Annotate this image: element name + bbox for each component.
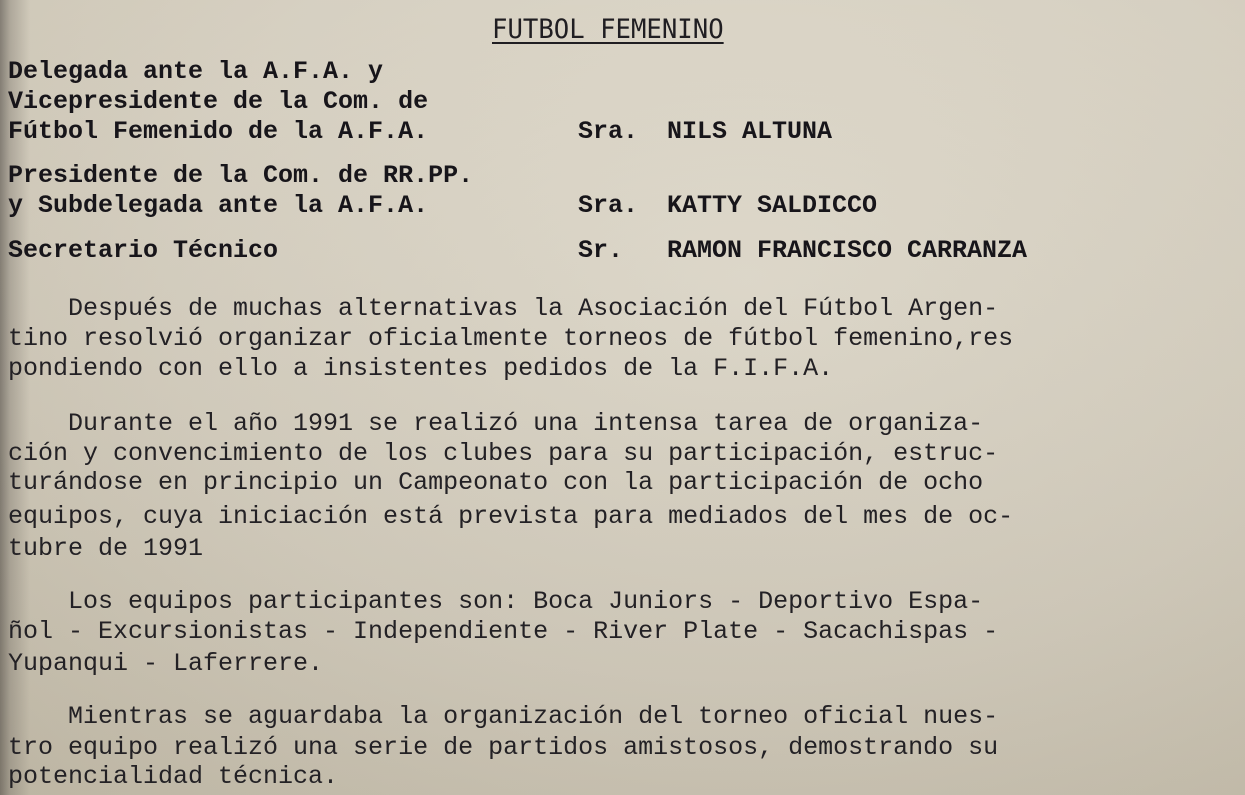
official-2-honorific: Sra. [578, 191, 639, 220]
paragraph-2-line-1: Durante el año 1991 se realizó una intensa tarea de organiza- [8, 409, 984, 438]
official-2-name: KATTY SALDICCO [667, 191, 878, 220]
official-2-role-line-1: Presidente de la Com. de RR.PP. [8, 161, 474, 190]
paragraph-3-line-1: Los equipos participantes son: Boca Juniors - Deportivo Espa- [8, 587, 984, 616]
paragraph-4-line-3: potencialidad técnica. [8, 762, 339, 791]
paragraph-4-line-1: Mientras se aguardaba la organización del torneo oficial nues- [8, 702, 999, 731]
paragraph-2-line-2: ción y convencimiento de los clubes para su participación, estruc- [8, 439, 999, 468]
paragraph-1-line-3: pondiendo con ello a insistentes pedidos de la F.I.F.A. [8, 354, 834, 383]
official-1-role-line-3: Fútbol Femenido de la A.F.A. [8, 117, 429, 146]
paragraph-3-line-2: ñol - Excursionistas - Independiente - River Plate - Sacachispas - [8, 617, 999, 646]
paragraph-1-line-1: Después de muchas alternativas la Asociación del Fútbol Argen- [8, 294, 999, 323]
official-1-role-line-1: Delegada ante la A.F.A. y [8, 57, 384, 86]
document-title: FUTBOL FEMENINO [492, 14, 724, 45]
paragraph-1-line-2: tino resolvió organizar oficialmente torneos de fútbol femenino,res [8, 324, 1014, 353]
official-1-honorific: Sra. [578, 117, 639, 146]
official-3-name: RAMON FRANCISCO CARRANZA [667, 236, 1028, 265]
paragraph-2-line-5: tubre de 1991 [8, 534, 204, 563]
official-3-honorific: Sr. [578, 236, 624, 265]
paragraph-3-line-3: Yupanqui - Laferrere. [8, 649, 324, 678]
paragraph-2-line-4: equipos, cuya iniciación está prevista para mediados del mes de oc- [8, 502, 1014, 531]
official-1-name: NILS ALTUNA [667, 117, 833, 146]
official-3-role-line-1: Secretario Técnico [8, 236, 279, 265]
official-2-role-line-2: y Subdelegada ante la A.F.A. [8, 191, 429, 220]
paragraph-2-line-3: turándose en principio un Campeonato con la participación de ocho [8, 468, 984, 497]
paragraph-4-line-2: tro equipo realizó una serie de partidos amistosos, demostrando su [8, 733, 999, 762]
official-1-role-line-2: Vicepresidente de la Com. de [8, 87, 429, 116]
